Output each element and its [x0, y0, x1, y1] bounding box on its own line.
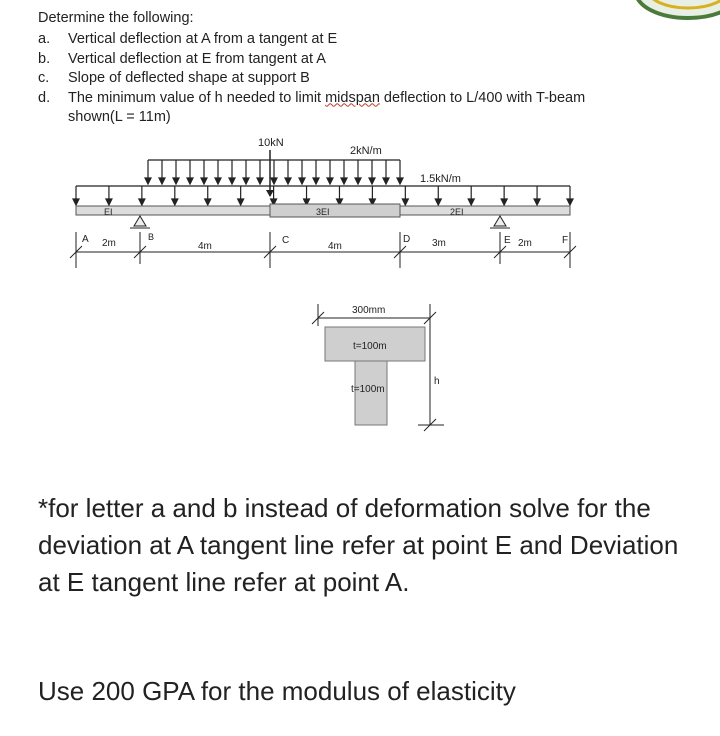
load-arrowhead [327, 178, 333, 184]
load-arrowhead [106, 199, 112, 205]
udl-right-label: 1.5kN/m [420, 173, 461, 185]
stiffness-ei: EI [104, 207, 113, 217]
note-text: *for letter a and b instead of deformation solve for the deviation at A tangent line refer at point E and Deviation at E tangent line refer at point A. [38, 493, 679, 597]
load-arrowhead [468, 199, 474, 205]
point-c: C [282, 235, 290, 246]
load-arrowhead [355, 178, 361, 184]
beam-segment-3ei [270, 204, 400, 217]
point-load-label: 10kN [258, 137, 284, 149]
load-arrowhead [159, 178, 165, 184]
load-arrowhead [397, 178, 403, 184]
flange-thickness: t=100m [353, 341, 387, 352]
udl-mid-arrows [145, 160, 403, 184]
udl-mid-label: 2kN/m [350, 145, 382, 157]
load-arrowhead [243, 178, 249, 184]
udl-lower-arrows [73, 186, 573, 205]
load-arrowhead [402, 199, 408, 205]
section-height: h [434, 376, 440, 387]
load-arrowhead [369, 178, 375, 184]
support-e [490, 216, 510, 228]
load-arrowhead [501, 199, 507, 205]
load-arrowhead [145, 178, 151, 184]
load-arrowhead [173, 178, 179, 184]
load-arrowhead [341, 178, 347, 184]
web-thickness: t=100m [351, 384, 385, 395]
point-a: A [82, 234, 89, 245]
load-arrowhead [238, 199, 244, 205]
load-arrowhead [257, 178, 263, 184]
wavy-word: midspan [325, 89, 380, 106]
item-text: Vertical deflection at A from a tangent at E [68, 31, 338, 47]
point-f: F [562, 235, 569, 246]
stiffness-3ei: 3EI [316, 207, 330, 217]
dimension-ticks [70, 232, 576, 268]
support-b [130, 216, 150, 228]
load-arrowhead [534, 199, 540, 205]
load-arrowhead [313, 178, 319, 184]
section-width: 300mm [352, 305, 386, 316]
load-arrowhead [139, 199, 145, 205]
stiffness-2ei: 2EI [450, 207, 464, 217]
point-b: B [148, 232, 155, 242]
item-text: Vertical deflection at E from tangent at A [68, 50, 326, 67]
span-cd: 4m [328, 241, 342, 252]
intro-text: Determine the following: [38, 10, 194, 26]
load-arrowhead [172, 199, 178, 205]
span-ab: 2m [102, 238, 116, 249]
load-arrowhead [73, 199, 79, 205]
load-arrowhead [285, 178, 291, 184]
item-text: The minimum value of h needed to limit midspan deflection to L/400 with T-beam [68, 89, 586, 106]
load-arrowhead [187, 178, 193, 184]
beam-segment-2ei [400, 206, 570, 215]
modulus-text: Use 200 GPA for the modulus of elasticity [38, 676, 516, 706]
item-letter: b. [38, 50, 51, 67]
load-arrowhead [201, 178, 207, 184]
span-ef: 2m [518, 238, 532, 249]
load-arrowhead [271, 178, 277, 184]
load-arrowhead [383, 178, 389, 184]
item-continuation: shown(L = 11m) [68, 109, 171, 125]
t-section [312, 304, 444, 431]
item-text: Slope of deflected shape at support B [68, 70, 310, 86]
point-e: E [504, 235, 511, 246]
item-letter: d. [38, 89, 51, 106]
load-arrowhead [229, 178, 235, 184]
point-d: D [403, 234, 411, 245]
load-arrowhead [299, 178, 305, 184]
span-bc: 4m [198, 241, 212, 252]
load-arrowhead [435, 199, 441, 205]
span-de: 3m [432, 238, 446, 249]
item-letter: c. [38, 70, 50, 86]
load-arrowhead [205, 199, 211, 205]
load-arrowhead [215, 178, 221, 184]
load-arrowhead [567, 199, 573, 205]
item-letter: a. [38, 31, 51, 47]
